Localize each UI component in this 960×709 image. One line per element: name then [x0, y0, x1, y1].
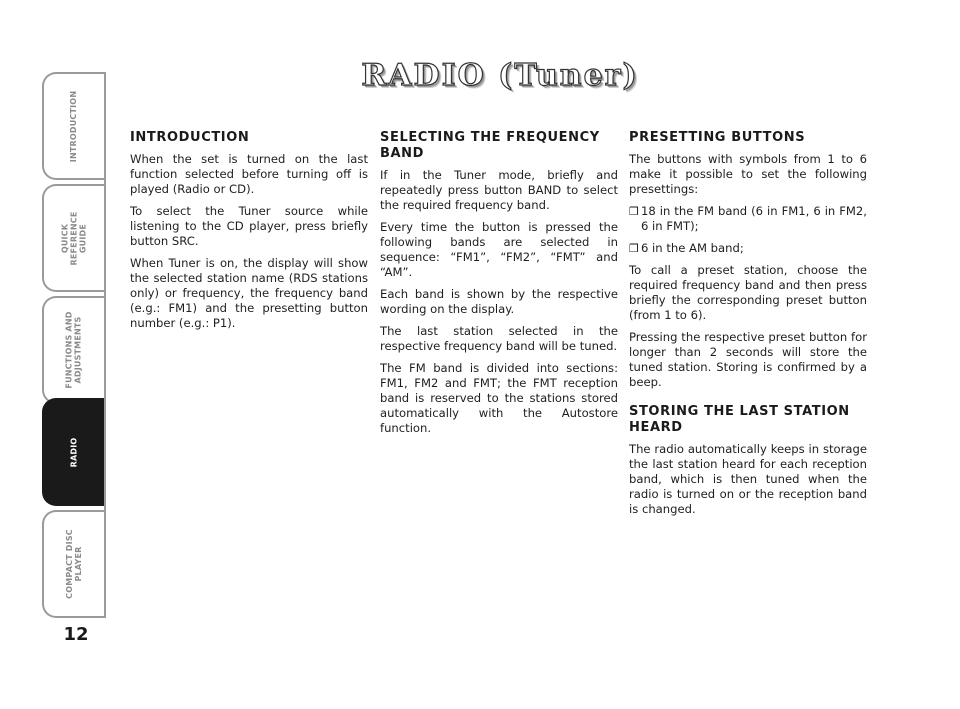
paragraph: When the set is turned on the last function selected before turning off is played (Radio or CD). — [130, 152, 368, 196]
tab-label: QUICK REFERENCE GUIDE — [60, 210, 88, 266]
page-title: RADIO (Tuner) — [361, 58, 639, 93]
paragraph: To call a preset station, choose the required frequency band and then press briefly the corresponding preset button (from 1 to 6). — [629, 263, 867, 322]
tab-functions-and-adjustments[interactable] — [42, 296, 104, 404]
tab-introduction[interactable] — [42, 72, 104, 180]
tab-quick-reference-guide[interactable] — [42, 184, 104, 292]
bullet-text: 6 in the AM band; — [641, 241, 744, 255]
column-presetting — [629, 130, 867, 524]
tab-label: COMPACT DISC PLAYER — [65, 529, 83, 599]
bullet-item — [629, 204, 867, 234]
paragraph: Every time the button is pressed the following bands are selected in sequence: “FM1”, “FM2”, “FMT” and “AM”. — [380, 220, 618, 279]
section-heading: PRESETTING BUTTONS — [629, 130, 806, 145]
section-heading: SELECTING THE FREQUENCY BAND — [380, 130, 600, 161]
section-heading: INTRODUCTION — [130, 130, 250, 145]
paragraph: The buttons with symbols from 1 to 6 make it possible to set the following presettings: — [629, 152, 867, 196]
paragraph: If in the Tuner mode, briefly and repeatedly press button BAND to select the required frequency band. — [380, 168, 618, 212]
bullet-item — [629, 241, 867, 256]
paragraph: Pressing the respective preset button for longer than 2 seconds will store the tuned station. Storing is confirmed by a beep. — [629, 330, 867, 389]
paragraph: The last station selected in the respective frequency band will be tuned. — [380, 324, 618, 353]
column-introduction — [130, 130, 368, 338]
section-heading: STORING THE LAST STATION HEARD — [629, 404, 850, 435]
paragraph: The FM band is divided into sections: FM1, FM2 and FMT; the FMT reception band is reserved to the stations stored automatically with the Autostore function. — [380, 361, 618, 435]
paragraph: To select the Tuner source while listening to the CD player, press briefly button SRC. — [130, 204, 368, 248]
paragraph: When Tuner is on, the display will show the selected station name (RDS stations only) or frequency, the frequency band (e.g.: FM1) and the presetting button number (e.g.: P1). — [130, 256, 368, 330]
checkbox-icon: ❒ — [629, 205, 639, 218]
paragraph: Each band is shown by the respective wording on the display. — [380, 287, 618, 316]
tab-label: FUNCTIONS AND ADJUSTMENTS — [65, 311, 84, 389]
paragraph: The radio automatically keeps in storage the last station heard for each reception band, which is then tuned when the radio is turned on or the reception band is changed. — [629, 442, 867, 516]
tab-compact-disc-player[interactable] — [42, 510, 104, 618]
tab-radio[interactable] — [42, 398, 104, 506]
page-number: 12 — [63, 624, 89, 645]
tab-label: INTRODUCTION — [69, 90, 79, 162]
column-frequency-band — [380, 130, 618, 443]
bullet-text: 18 in the FM band (6 in FM1, 6 in FM2, 6 in FMT); — [641, 204, 867, 233]
checkbox-icon: ❒ — [629, 242, 639, 255]
tab-label: RADIO — [69, 437, 79, 467]
sidebar-divider — [104, 72, 106, 618]
